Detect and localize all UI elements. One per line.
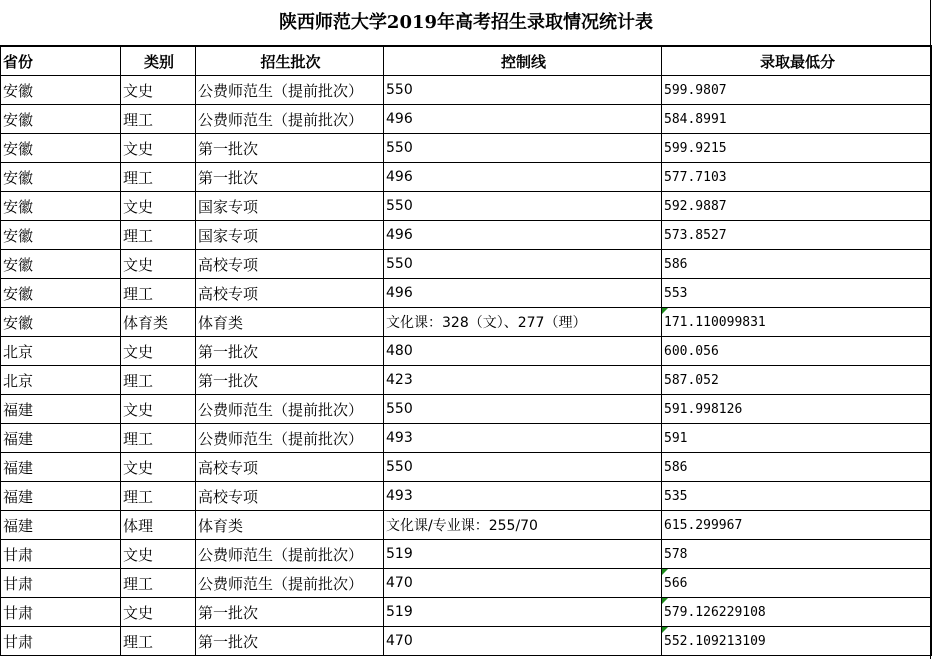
- cell-province[interactable]: 安徽: [1, 221, 121, 250]
- cell-control-line[interactable]: 519: [384, 598, 662, 627]
- cell-category[interactable]: 理工: [121, 424, 196, 453]
- cell-min-score[interactable]: 591: [662, 424, 932, 453]
- header-batch[interactable]: 招生批次: [196, 47, 384, 76]
- cell-control-line[interactable]: 550: [384, 192, 662, 221]
- cell-province[interactable]: 福建: [1, 395, 121, 424]
- cell-batch[interactable]: 公费师范生（提前批次）: [196, 76, 384, 105]
- cell-category[interactable]: 文史: [121, 134, 196, 163]
- cell-min-score[interactable]: 587.052: [662, 366, 932, 395]
- cell-category[interactable]: 文史: [121, 337, 196, 366]
- table-row: [1, 308, 932, 337]
- cell-control-line[interactable]: 493: [384, 424, 662, 453]
- cell-category[interactable]: 理工: [121, 366, 196, 395]
- cell-province[interactable]: 甘肃: [1, 540, 121, 569]
- cell-control-line[interactable]: 480: [384, 337, 662, 366]
- cell-category[interactable]: 理工: [121, 279, 196, 308]
- cell-batch[interactable]: 第一批次: [196, 627, 384, 656]
- cell-category[interactable]: 文史: [121, 453, 196, 482]
- table-row: [1, 540, 932, 569]
- table-row: [1, 598, 932, 627]
- cell-batch[interactable]: 第一批次: [196, 337, 384, 366]
- table-row: [1, 366, 932, 395]
- cell-category[interactable]: 体育类: [121, 308, 196, 337]
- cell-province[interactable]: 安徽: [1, 105, 121, 134]
- cell-control-line[interactable]: 550: [384, 453, 662, 482]
- cell-province[interactable]: 福建: [1, 453, 121, 482]
- cell-category[interactable]: 理工: [121, 221, 196, 250]
- table-row: [1, 105, 932, 134]
- cell-batch[interactable]: 公费师范生（提前批次）: [196, 395, 384, 424]
- cell-min-score[interactable]: 592.9887: [662, 192, 932, 221]
- header-row: [1, 47, 932, 76]
- cell-min-score[interactable]: 599.9215: [662, 134, 932, 163]
- cell-category[interactable]: 文史: [121, 598, 196, 627]
- table-row: [1, 134, 932, 163]
- cell-batch[interactable]: 公费师范生（提前批次）: [196, 569, 384, 598]
- cell-category[interactable]: 理工: [121, 482, 196, 511]
- cell-min-score[interactable]: 577.7103: [662, 163, 932, 192]
- cell-control-line[interactable]: 519: [384, 540, 662, 569]
- cell-category[interactable]: 体理: [121, 511, 196, 540]
- cell-province[interactable]: 安徽: [1, 163, 121, 192]
- cell-category[interactable]: 文史: [121, 192, 196, 221]
- cell-province[interactable]: 福建: [1, 511, 121, 540]
- cell-control-line[interactable]: 496: [384, 221, 662, 250]
- cell-min-score[interactable]: 584.8991: [662, 105, 932, 134]
- cell-batch[interactable]: 高校专项: [196, 453, 384, 482]
- cell-control-line[interactable]: 496: [384, 279, 662, 308]
- cell-min-score[interactable]: 578: [662, 540, 932, 569]
- table-row: [1, 192, 932, 221]
- cell-category[interactable]: 理工: [121, 569, 196, 598]
- table-body: [1, 76, 932, 656]
- table-row: [1, 221, 932, 250]
- cell-province[interactable]: 安徽: [1, 192, 121, 221]
- cell-province[interactable]: 安徽: [1, 76, 121, 105]
- header-min-score[interactable]: 录取最低分: [662, 47, 932, 76]
- table-row: [1, 76, 932, 105]
- cell-batch[interactable]: 国家专项: [196, 221, 384, 250]
- table-row: [1, 569, 932, 598]
- cell-min-score[interactable]: 566: [662, 569, 932, 598]
- cell-batch[interactable]: 国家专项: [196, 192, 384, 221]
- header-control-line[interactable]: 控制线: [384, 47, 662, 76]
- table-row: [1, 337, 932, 366]
- cell-batch[interactable]: 体育类: [196, 308, 384, 337]
- table-row: [1, 395, 932, 424]
- cell-province[interactable]: 甘肃: [1, 627, 121, 656]
- cell-min-score[interactable]: 586: [662, 453, 932, 482]
- cell-province[interactable]: 福建: [1, 424, 121, 453]
- table-row: [1, 279, 932, 308]
- table-row: [1, 250, 932, 279]
- table-row: [1, 482, 932, 511]
- cell-category[interactable]: 理工: [121, 627, 196, 656]
- cell-province[interactable]: 安徽: [1, 250, 121, 279]
- cell-province[interactable]: 安徽: [1, 279, 121, 308]
- cell-province[interactable]: 甘肃: [1, 569, 121, 598]
- cell-province[interactable]: 北京: [1, 337, 121, 366]
- table-row: [1, 627, 932, 656]
- cell-batch[interactable]: 第一批次: [196, 134, 384, 163]
- cell-min-score[interactable]: 586: [662, 250, 932, 279]
- header-province[interactable]: 省份: [1, 47, 121, 76]
- cell-province[interactable]: 福建: [1, 482, 121, 511]
- cell-min-score[interactable]: 591.998126: [662, 395, 932, 424]
- cell-category[interactable]: 理工: [121, 163, 196, 192]
- cell-batch[interactable]: 第一批次: [196, 163, 384, 192]
- cell-category[interactable]: 文史: [121, 76, 196, 105]
- cell-province[interactable]: 安徽: [1, 308, 121, 337]
- cell-batch[interactable]: 高校专项: [196, 250, 384, 279]
- cell-control-line[interactable]: 470: [384, 569, 662, 598]
- cell-province[interactable]: 安徽: [1, 134, 121, 163]
- cell-control-line[interactable]: 470: [384, 627, 662, 656]
- cell-batch[interactable]: 公费师范生（提前批次）: [196, 424, 384, 453]
- cell-control-line[interactable]: 文化课：328（文）、277（理）: [384, 308, 662, 337]
- cell-min-score[interactable]: 599.9807: [662, 76, 932, 105]
- table-row: [1, 163, 932, 192]
- cell-min-score[interactable]: 615.299967: [662, 511, 932, 540]
- cell-control-line[interactable]: 550: [384, 134, 662, 163]
- cell-min-score[interactable]: 553: [662, 279, 932, 308]
- cell-category[interactable]: 文史: [121, 540, 196, 569]
- cell-min-score[interactable]: 535: [662, 482, 932, 511]
- cell-province[interactable]: 甘肃: [1, 598, 121, 627]
- header-category[interactable]: 类别: [121, 47, 196, 76]
- cell-min-score[interactable]: 579.126229108: [662, 598, 932, 627]
- table-row: [1, 511, 932, 540]
- cell-min-score[interactable]: 171.110099831: [662, 308, 932, 337]
- cell-batch[interactable]: 高校专项: [196, 482, 384, 511]
- cell-min-score[interactable]: 552.109213109: [662, 627, 932, 656]
- cell-min-score[interactable]: 600.056: [662, 337, 932, 366]
- cell-control-line[interactable]: 496: [384, 163, 662, 192]
- cell-category[interactable]: 文史: [121, 250, 196, 279]
- admission-table: [0, 46, 932, 656]
- cell-province[interactable]: 北京: [1, 366, 121, 395]
- cell-category[interactable]: 理工: [121, 105, 196, 134]
- cell-category[interactable]: 文史: [121, 395, 196, 424]
- cell-batch[interactable]: 第一批次: [196, 598, 384, 627]
- title-row: [0, 0, 932, 46]
- cell-batch[interactable]: 公费师范生（提前批次）: [196, 105, 384, 134]
- table-row: [1, 424, 932, 453]
- cell-control-line[interactable]: 493: [384, 482, 662, 511]
- sheet-title[interactable]: 陕西师范大学2019年高考招生录取情况统计表: [278, 12, 654, 33]
- cell-min-score[interactable]: 573.8527: [662, 221, 932, 250]
- cell-control-line[interactable]: 423: [384, 366, 662, 395]
- cell-control-line[interactable]: 550: [384, 250, 662, 279]
- cell-batch[interactable]: 公费师范生（提前批次）: [196, 540, 384, 569]
- cell-control-line[interactable]: 550: [384, 395, 662, 424]
- cell-control-line[interactable]: 550: [384, 76, 662, 105]
- cell-batch[interactable]: 第一批次: [196, 366, 384, 395]
- cell-batch[interactable]: 体育类: [196, 511, 384, 540]
- cell-control-line[interactable]: 496: [384, 105, 662, 134]
- column-edge: [930, 0, 931, 659]
- cell-control-line[interactable]: 文化课/专业课：255/70: [384, 511, 662, 540]
- table-row: [1, 453, 932, 482]
- cell-batch[interactable]: 高校专项: [196, 279, 384, 308]
